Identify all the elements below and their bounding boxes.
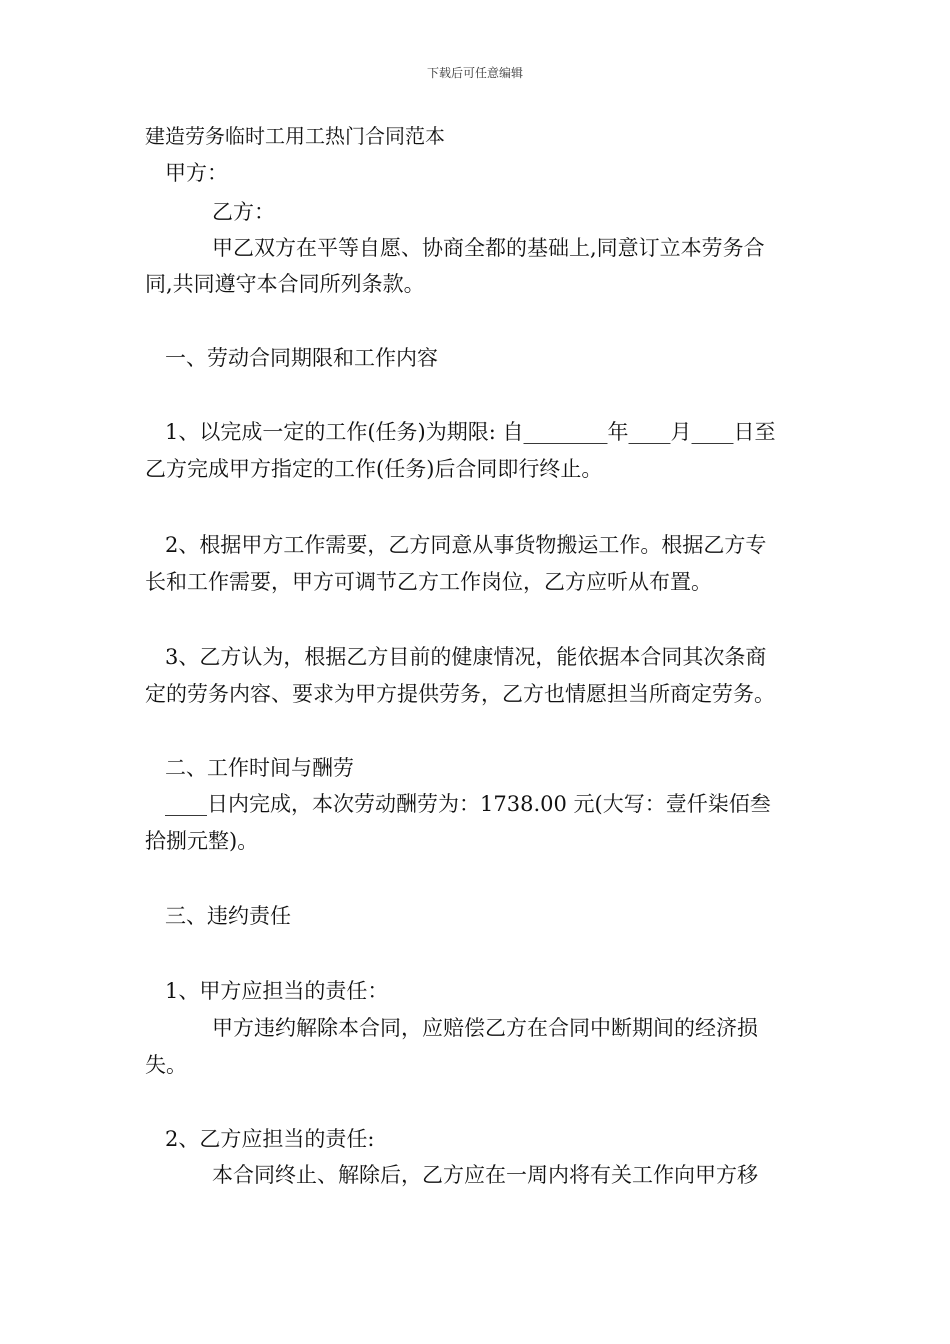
section-2-line-1: ____日内完成，本次劳动酬劳为：1738.00 元(大写：壹仟柒佰叁 [165, 792, 771, 816]
section-3-item-2-line-1: 本合同终止、解除后，乙方应在一周内将有关工作向甲方移 [212, 1163, 758, 1187]
section-3-item-1-line-1: 甲方违约解除本合同，应赔偿乙方在合同中断期间的经济损 [212, 1016, 758, 1040]
section-3-item-2-heading: 2、乙方应担当的责任: [165, 1127, 375, 1151]
section-1-heading: 一、劳动合同期限和工作内容 [165, 346, 438, 370]
section-1-item-1-line-2: 乙方完成甲方指定的工作(任务)后合同即行终止。 [145, 457, 603, 481]
section-1-item-3-line-2: 定的劳务内容、要求为甲方提供劳务，乙方也情愿担当所商定劳务。 [145, 682, 775, 706]
section-3-heading: 三、违约责任 [165, 904, 291, 928]
intro-line-2: 同,共同遵守本合同所列条款。 [145, 272, 425, 296]
document-title: 建造劳务临时工用工热门合同范本 [145, 124, 445, 148]
party-a-label: 甲方： [165, 161, 228, 185]
section-3-item-1-line-2: 失。 [145, 1053, 187, 1077]
section-3-item-1-heading: 1、甲方应担当的责任： [165, 979, 389, 1003]
section-2-line-2: 拾捌元整)。 [145, 829, 259, 853]
section-1-item-3-line-1: 3、乙方认为，根据乙方目前的健康情况，能依据本合同其次条商 [165, 645, 767, 669]
intro-line-1: 甲乙双方在平等自愿、协商全都的基础上,同意订立本劳务合 [212, 236, 765, 260]
section-1-item-2-line-1: 2、根据甲方工作需要，乙方同意从事货物搬运工作。根据乙方专 [165, 533, 767, 557]
section-2-heading: 二、工作时间与酬劳 [165, 756, 354, 780]
section-1-item-1-line-1: 1、以完成一定的工作(任务)为期限: 自________年____月____日至 [165, 420, 776, 444]
party-b-label: 乙方： [212, 200, 275, 224]
page-header: 下载后可任意编辑 [426, 66, 523, 80]
section-1-item-2-line-2: 长和工作需要，甲方可调节乙方工作岗位，乙方应听从布置。 [145, 570, 712, 594]
